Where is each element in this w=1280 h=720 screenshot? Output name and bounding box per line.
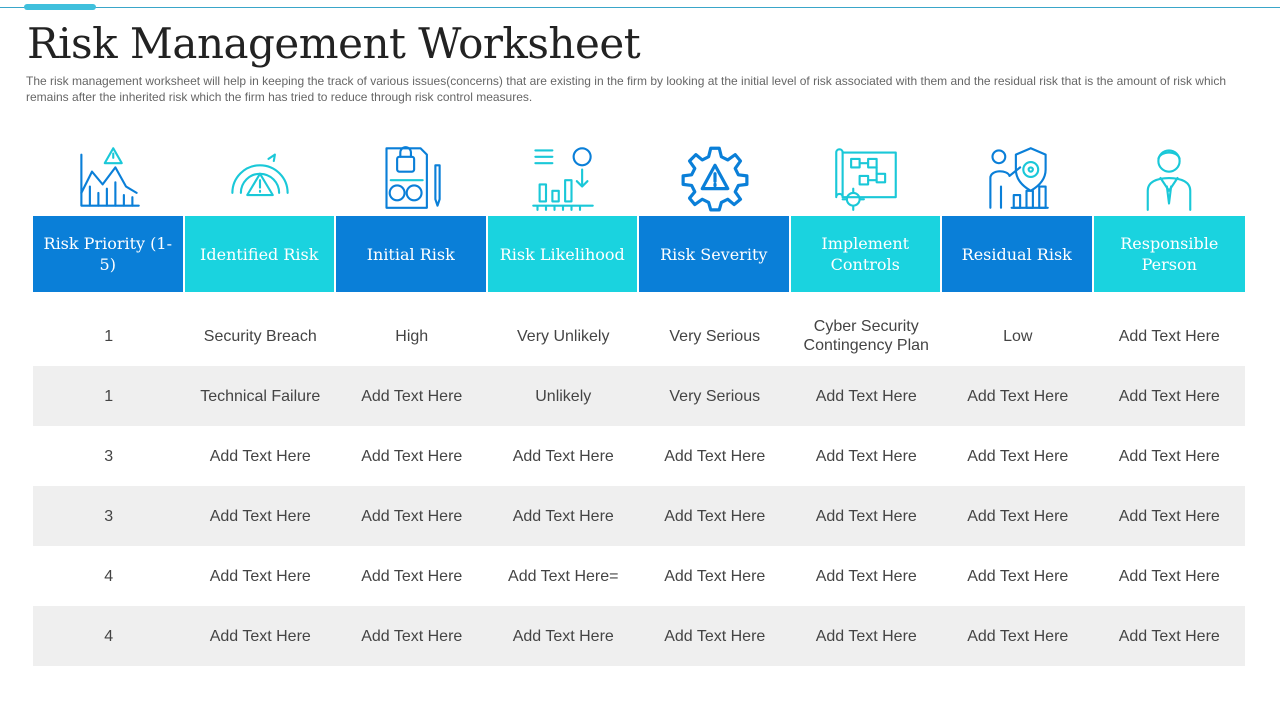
top-divider-line bbox=[0, 7, 1280, 8]
table-cell: Add Text Here bbox=[361, 447, 463, 465]
table-cell: Add Text Here bbox=[967, 387, 1069, 405]
table-body bbox=[33, 306, 1245, 666]
table-cell: Add Text Here bbox=[1118, 387, 1220, 405]
table-cell: Very Serious bbox=[669, 327, 761, 345]
table-cell: Add Text Here bbox=[361, 387, 463, 405]
table-row bbox=[33, 486, 1245, 546]
table-cell: Add Text Here bbox=[209, 507, 311, 525]
table-cell: Add Text Here bbox=[1118, 507, 1220, 525]
header-risk-severity: Risk Severity bbox=[639, 216, 791, 292]
table-cell: Add Text Here bbox=[815, 447, 917, 465]
table-cell: Add Text Here bbox=[815, 627, 917, 645]
bar-chart-dollar-icon bbox=[488, 142, 640, 214]
table-cell: Add Text Here bbox=[209, 447, 311, 465]
table-cell: Add Text Here bbox=[664, 627, 766, 645]
table-cell: Low bbox=[1003, 327, 1033, 345]
table-cell: Cyber Security Contingency Plan bbox=[803, 318, 929, 354]
header-responsible-person: Responsible Person bbox=[1094, 216, 1246, 292]
header-initial-risk: Initial Risk bbox=[336, 216, 488, 292]
table-cell: Very Unlikely bbox=[517, 327, 610, 345]
chart-warning-icon bbox=[33, 142, 185, 214]
businessman-icon bbox=[1094, 142, 1246, 214]
table-cell: Technical Failure bbox=[200, 387, 321, 405]
table-cell: Add Text Here bbox=[512, 447, 614, 465]
table-cell: Add Text Here bbox=[967, 567, 1069, 585]
table-cell: Add Text Here bbox=[664, 507, 766, 525]
table-cell: Add Text Here= bbox=[508, 567, 619, 585]
table-cell: Add Text Here bbox=[967, 447, 1069, 465]
page-description: The risk management worksheet will help in keeping the track of various issues(concerns) that are existing in the firm by looking at the initial level of risk associated with them and the residual risk that is the amount of risk which remains after the inherited risk which the firm has tried to reduce through risk control measures. bbox=[26, 74, 1226, 104]
header-risk-likelihood: Risk Likelihood bbox=[488, 216, 640, 292]
table-cell: Add Text Here bbox=[967, 627, 1069, 645]
table-header-row bbox=[33, 216, 1245, 292]
table-cell: 4 bbox=[104, 567, 114, 585]
top-accent-bar bbox=[24, 4, 96, 10]
table-cell: Add Text Here bbox=[1118, 447, 1220, 465]
table-cell: Unlikely bbox=[535, 387, 592, 405]
header-identified-risk: Identified Risk bbox=[185, 216, 337, 292]
header-residual-risk: Residual Risk bbox=[942, 216, 1094, 292]
header-risk-priority: Risk Priority (1-5) bbox=[33, 216, 185, 292]
table-cell: High bbox=[395, 327, 429, 345]
table-cell: Add Text Here bbox=[361, 627, 463, 645]
header-implement-controls: Implement Controls bbox=[791, 216, 943, 292]
table-cell: Add Text Here bbox=[664, 447, 766, 465]
table-cell: Add Text Here bbox=[815, 387, 917, 405]
table-cell: Add Text Here bbox=[815, 507, 917, 525]
table-cell: Very Serious bbox=[669, 387, 761, 405]
table-cell: Add Text Here bbox=[361, 507, 463, 525]
table-row bbox=[33, 366, 1245, 426]
gear-warning-icon bbox=[639, 142, 791, 214]
person-shield-icon bbox=[942, 142, 1094, 214]
table-cell: 3 bbox=[104, 447, 114, 465]
table-cell: Security Breach bbox=[203, 327, 317, 345]
document-money-icon bbox=[336, 142, 488, 214]
table-cell: Add Text Here bbox=[1118, 627, 1220, 645]
table-cell: 1 bbox=[104, 327, 114, 345]
table-row bbox=[33, 426, 1245, 486]
table-cell: Add Text Here bbox=[512, 507, 614, 525]
blueprint-gear-icon bbox=[791, 142, 943, 214]
column-icons-row bbox=[33, 142, 1245, 214]
table-cell: Add Text Here bbox=[967, 507, 1069, 525]
table-row bbox=[33, 306, 1245, 366]
table-cell: Add Text Here bbox=[209, 567, 311, 585]
table-cell: Add Text Here bbox=[512, 627, 614, 645]
table-cell: Add Text Here bbox=[815, 567, 917, 585]
table-cell: Add Text Here bbox=[1118, 327, 1220, 345]
gauge-warning-icon bbox=[185, 142, 337, 214]
table-cell: Add Text Here bbox=[209, 627, 311, 645]
table-cell: 3 bbox=[104, 507, 114, 525]
table-row bbox=[33, 606, 1245, 666]
table-cell: Add Text Here bbox=[361, 567, 463, 585]
page-title: Risk Management Worksheet bbox=[27, 19, 641, 68]
table-cell: 4 bbox=[104, 627, 114, 645]
table-row bbox=[33, 546, 1245, 606]
table-cell: 1 bbox=[104, 387, 114, 405]
table-cell: Add Text Here bbox=[1118, 567, 1220, 585]
table-cell: Add Text Here bbox=[664, 567, 766, 585]
